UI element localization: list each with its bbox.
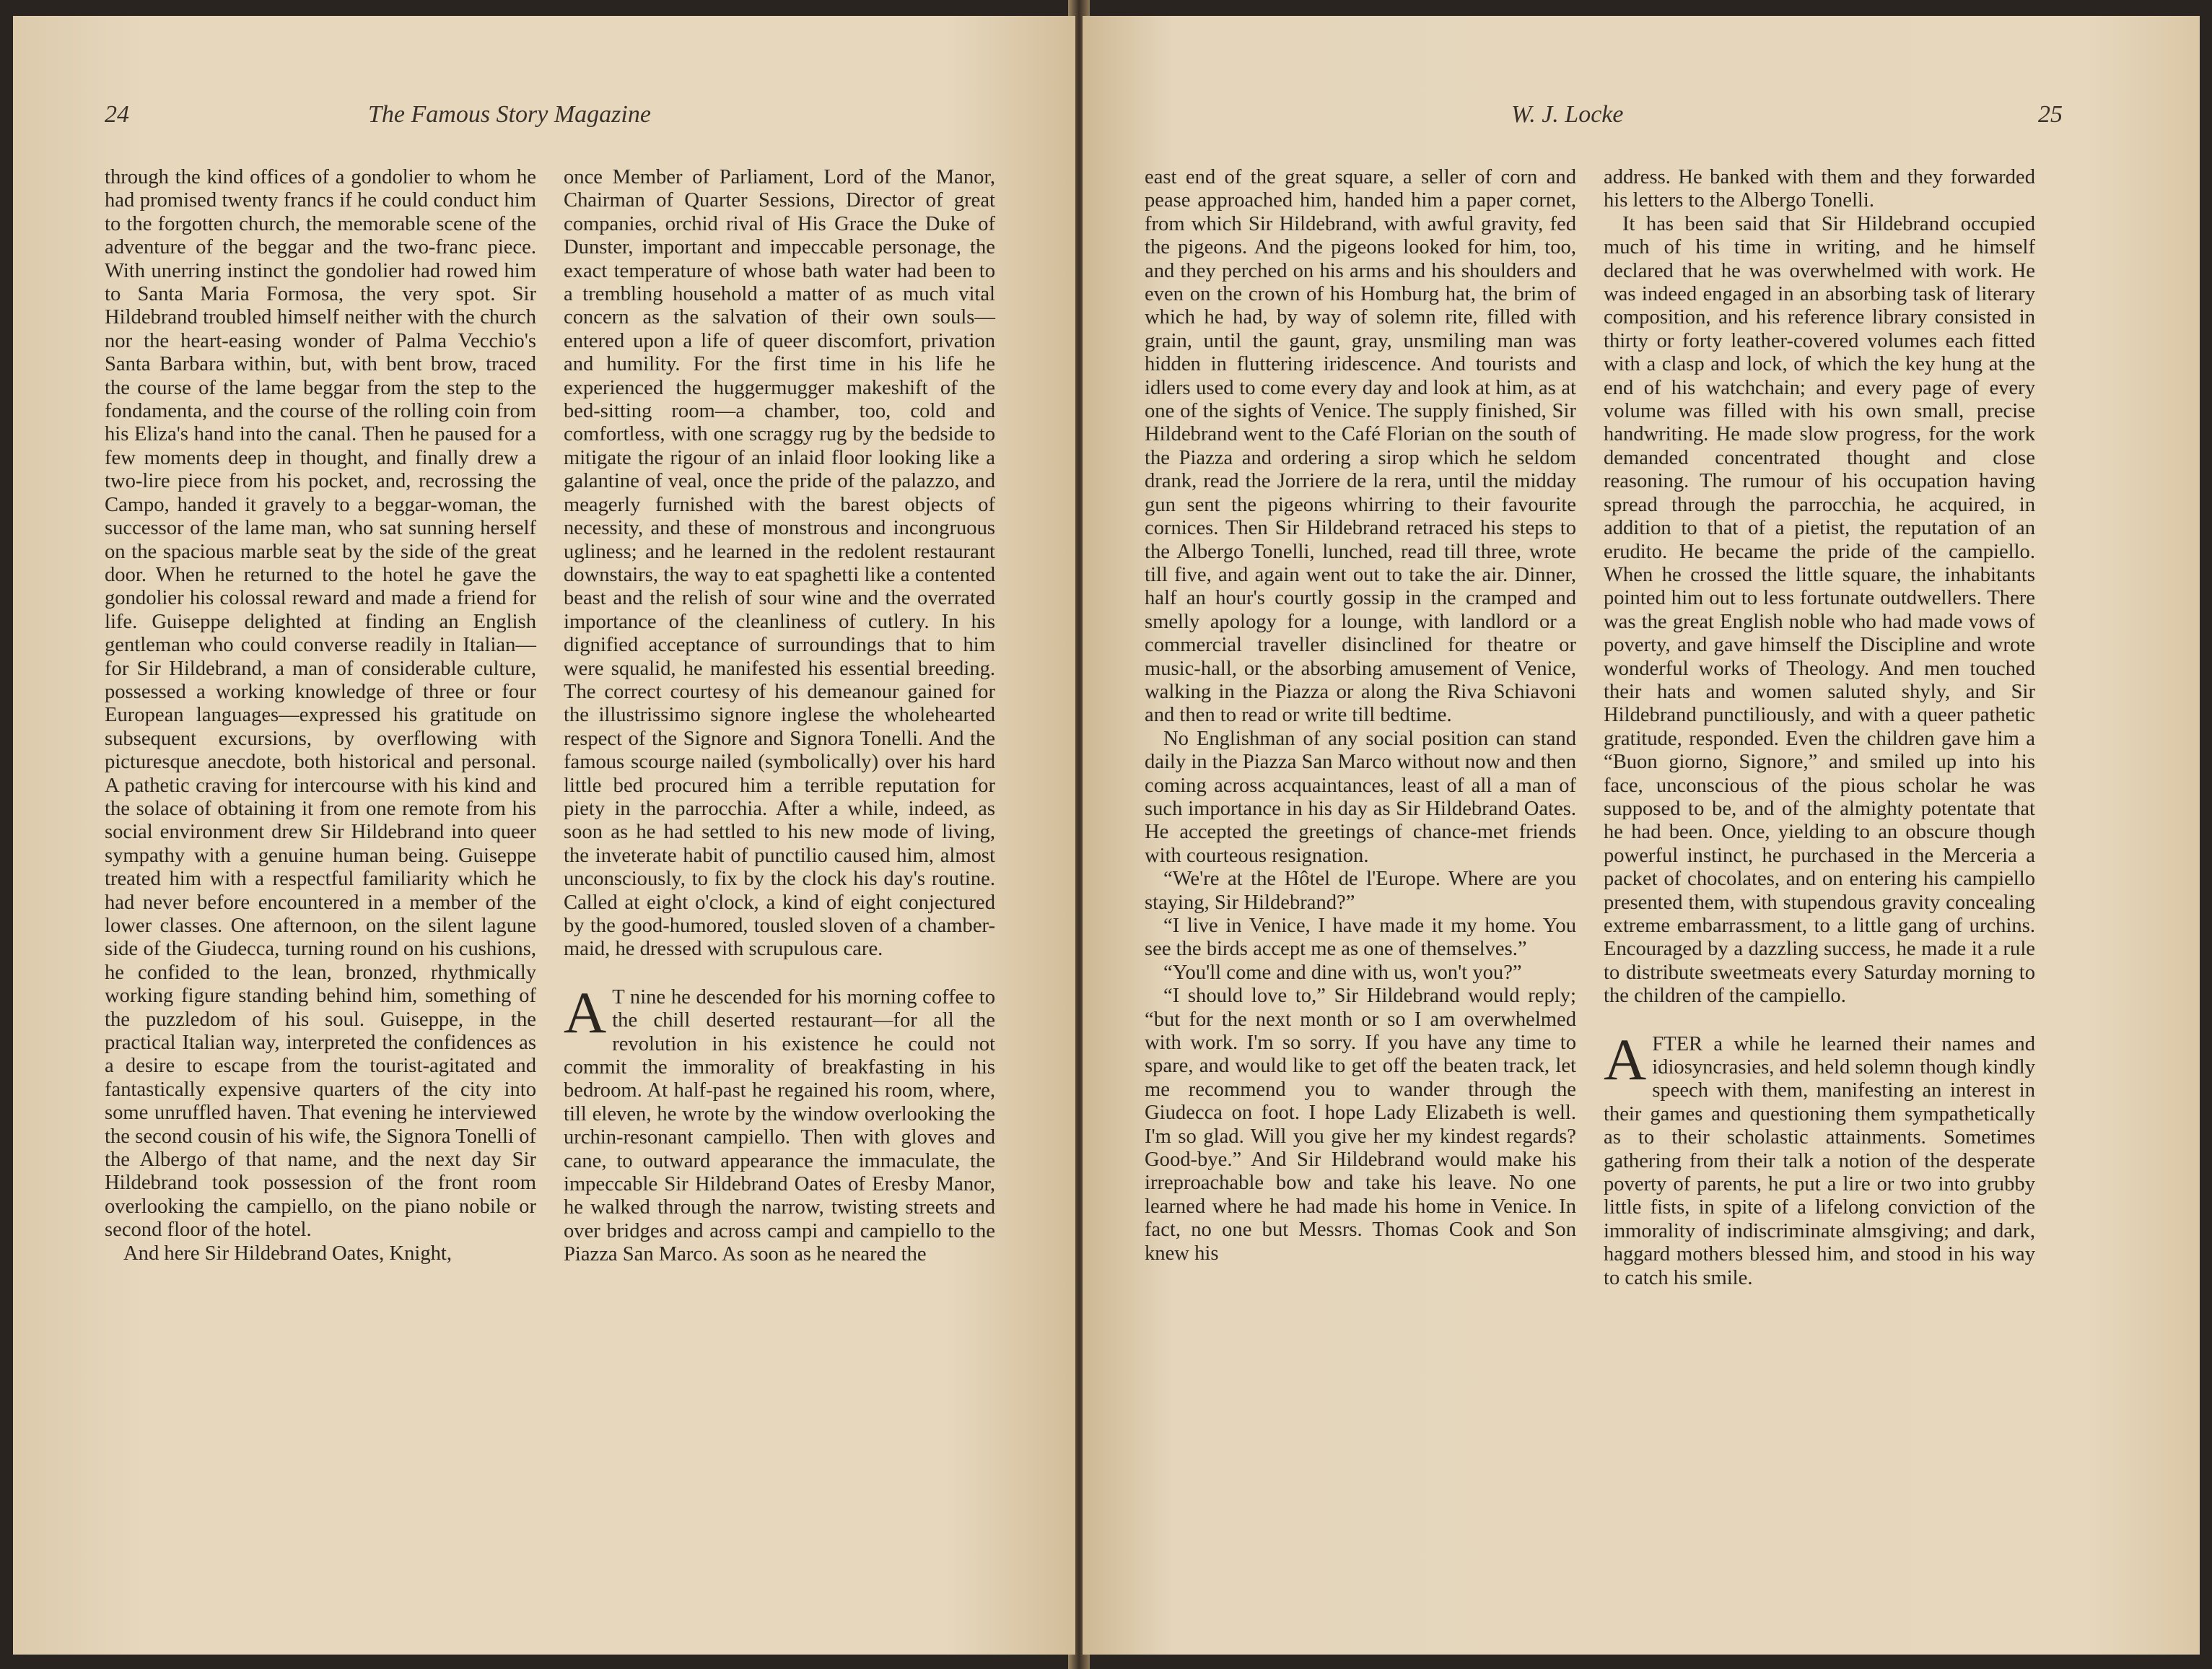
right-page-header: [1083, 101, 2200, 144]
right-page-column-2: [1604, 166, 2035, 1290]
paragraph-text: FTER a while he learned their names and idiosyncrasies, and held solemn though kindly speech with them, manifesting an interest in their games and questioning them sympathetically as to their scholastic attainments. Sometimes gathering from their talk a notion of the desperate poverty of parents, he put a lire or two into grubby little fists, in spite of a lifelong conviction of the immorality of indiscriminate almsgiving; and dark, haggard mothers blessed him, and stood in his way to catch his smile.: [1604, 1032, 2035, 1289]
section-paragraph: [1604, 1026, 2035, 1290]
page-number: 24: [105, 101, 129, 128]
paragraph: “You'll come and dine with us, won't you?”: [1163, 961, 1522, 984]
running-head: W. J. Locke: [1511, 101, 1624, 128]
paragraph: And here Sir Hildebrand Oates, Knight,: [123, 1242, 453, 1265]
paragraph: east end of the great square, a seller of corn and pease approached him, handed him a paper cornet, from which Sir Hildebrand, with awful gravity, fed the pigeons. And the pigeons looked for him, too, and they perched on his arms and his shoulders and even on the crown of his Homburg hat, the brim of which he had, by way of solemn rite, filled with grain, until the gaunt, gray, unsmiling man was hidden in fluttering iridescence. And tourists and idlers used to come every day and look at him, as at one of the sights of Venice. The supply finished, Sir Hildebrand went to the Café Florian on the south of the Piazza and ordering a sirop which he seldom drank, read the Jorriere de la rera, until the midday gun sent the pigeons whirring to their favourite cornices. Then Sir Hildebrand retraced his steps to the Albergo Tonelli, lunched, read till three, wrote till five, and again went out to take the air. Dinner, half an hour's courtly gossip in the cramped and smelly apology for a lounge, with landlord or a commercial traveller disinclined for theatre or music-hall, or the absorbing amusement of Venice, walking in the Piazza or along the Riva Schiavoni and then to read or write till bedtime.: [1145, 166, 1576, 727]
page-number: 25: [2038, 101, 2063, 128]
left-page: [13, 16, 1075, 1655]
paragraph: through the kind offices of a gondolier to whom he had promised twenty francs if he could conduct him to the forgotten church, the memorable scene of the adventure of the beggar and the two-franc piece. With unerring instinct the gondolier had rowed him to Santa Maria Formosa, the very spot. Sir Hildebrand troubled himself neither with the church nor the heart-easing wonder of Palma Vecchio's Santa Barbara within, but, with bent brow, traced the course of the lame beggar from the step to the fondamenta, and the course of the rolling coin from his Eliza's hand into the canal. Then he paused for a few moments deep in thought, and finally drew a two-lire piece from his pocket, and, recrossing the Campo, handed it gravely to a beggar-woman, the successor of the lame man, who sat sunning herself on the spacious marble seat by the side of the great door. When he returned to the hotel he gave the gondolier his colossal reward and made a friend for life. Guiseppe delighted at finding an English gentleman who could converse readily in Italian—for Sir Hildebrand, a man of considerable culture, possessed a working knowledge of three or four European languages—expressed his gratitude on subsequent excursions, by overflowing with picturesque anecdote, both historical and personal. A pathetic craving for intercourse with his kind and the solace of obtaining it from one remote from his social environment drew Sir Hildebrand into queer sympathy with a genuine human being. Guiseppe treated him with a respectful familiarity which he had never before encountered in a member of the lower classes. One afternoon, on the silent lagune side of the Giudecca, turning round on his cushions, he confided to the lean, bronzed, rhythmically working figure standing behind him, something of the puzzledom of his soul. Guiseppe, in the practical Italian way, interpreted the confidences as a desire to escape from the tourist-agitated and fantastically expensive quarters of the city into some unruffled haven. That evening he interviewed the second cousin of his wife, the Signora Tonelli of the Albergo of that name, and the next day Sir Hildebrand took possession of the front room overlooking the campiello, on the piano nobile or second floor of the hotel.: [105, 166, 536, 1242]
drop-cap: A: [1604, 1026, 1647, 1092]
paragraph: “I should love to,” Sir Hildebrand would reply; “but for the next month or so I am overwhelmed with work. I'm so sorry. If you have any time to spare, and would like to get off the beaten track, let me recommend you to wander through the Giudecca on foot. I hope Lady Elizabeth is well. I'm so glad. Will you give her my kindest regards? Good-bye.” And Sir Hildebrand would make his irreproachable bow and take his leave. No one learned where he had made his home in Venice. In fact, no one but Messrs. Thomas Cook and Son knew his: [1145, 985, 1576, 1265]
paragraph: once Member of Parliament, Lord of the Manor, Chairman of Quarter Sessions, Director of great companies, orchid rival of His Grace the Duke of Dunster, important and impeccable personage, the exact temperature of whose bath water had been to a trembling household a matter of as much vital concern as the salvation of their own souls—entered upon a life of queer discomfort, privation and humility. For the first time in his life he experienced the huggermugger makeshift of the bed-sitting room—a chamber, too, cold and comfortless, with one scraggy rug by the bedside to mitigate the rigour of an inlaid floor looking like a galantine of veal, once the pride of the palazzo, and meagerly furnished with the barest objects of necessity, and these of monstrous and incongruous ugliness; and he learned in the redolent restaurant downstairs, the way to eat spaghetti like a contented beast and the relish of sour wine and the overrated importance of the cleanliness of cutlery. In his dignified acceptance of surroundings that to him were squalid, he manifested his essential breeding. The correct courtesy of his demeanour gained for the illustrissimo signore inglese the wholehearted respect of the Signore and Signora Tonelli. And the famous scourge nailed (symbolically) over his hard little bed procured him a terrible reputation for piety in the parrocchia. After a while, indeed, as soon as he had settled to his new mode of living, the inveterate habit of punctilio caused him, almost unconsciously, to fix by the clock his day's routine. Called at eight o'clock, a kind of eight conjectured by the good-humored, tousled sloven of a chamber-maid, he dressed with scrupulous care.: [564, 166, 995, 961]
left-page-column-2: [564, 166, 995, 1267]
drop-cap: A: [564, 979, 607, 1045]
right-page: [1083, 16, 2200, 1655]
right-page-column-1: [1145, 166, 1576, 1265]
paragraph: “We're at the Hôtel de l'Europe. Where are you staying, Sir Hildebrand?”: [1145, 868, 1576, 914]
paragraph: “I live in Venice, I have made it my home. You see the birds accept me as one of themselves.”: [1145, 915, 1576, 961]
paragraph: address. He banked with them and they forwarded his letters to the Albergo Tonelli.: [1604, 166, 2035, 212]
running-head: The Famous Story Magazine: [368, 101, 651, 128]
paragraph-text: T nine he descended for his morning coffee to the chill deserted restaurant—for all the revolution in his existence he could not commit the immorality of breakfasting in his bedroom. At half-past he regained his room, where, till eleven, he wrote by the window overlooking the urchin-resonant campiello. Then with gloves and cane, to outward appearance the immaculate, the impeccable Sir Hildebrand Oates of Eresby Manor, he walked through the narrow, twisting streets and over bridges and across campi and campiello to the Piazza San Marco. As soon as he neared the: [564, 985, 995, 1266]
section-paragraph: [564, 979, 995, 1267]
left-page-header: [13, 101, 1075, 144]
paragraph: No Englishman of any social position can stand daily in the Piazza San Marco without now and then coming across acquaintances, least of all a man of such importance in his day as Sir Hildebrand Oates. He accepted the greetings of chance-met friends with courteous resignation.: [1145, 727, 1576, 867]
left-page-column-1: [105, 166, 536, 1265]
paragraph: It has been said that Sir Hildebrand occupied much of his time in writing, and he himself declared that he was overwhelmed with work. He was indeed engaged in an absorbing task of literary composition, and his reference library consisted in thirty or forty leather-covered volumes each fitted with a clasp and lock, of which the key hung at the end of his watchchain; and every page of every volume was filled with his own small, precise handwriting. He made slow progress, for the work demanded concentrated thought and close reasoning. The rumour of his occupation having spread through the parrocchia, he acquired, in addition to that of a pietist, the reputation of an erudito. He became the pride of the campiello. When he crossed the little square, the inhabitants pointed him out to less fortunate outdwellers. There was the great English noble who had made vows of poverty, and gave himself the Discipline and wrote wonderful works of Theology. And men touched their hats and women saluted shyly, and Sir Hildebrand punctiliously, and with a queer pathetic gratitude, responded. Even the children gave him a “Buon giorno, Signore,” and smiled up into his face, unconscious of the pious scholar he was supposed to be, and of the almighty potentate that he had been. Once, yielding to an obscure though powerful instinct, he purchased in the Merceria a packet of chocolates, and on entering his campiello presented them, with stupendous gravity concealing extreme embarrassment, to a little gang of urchins. Encouraged by a dazzling success, he made it a rule to distribute sweetmeats every Saturday morning to the children of the campiello.: [1604, 212, 2035, 1008]
